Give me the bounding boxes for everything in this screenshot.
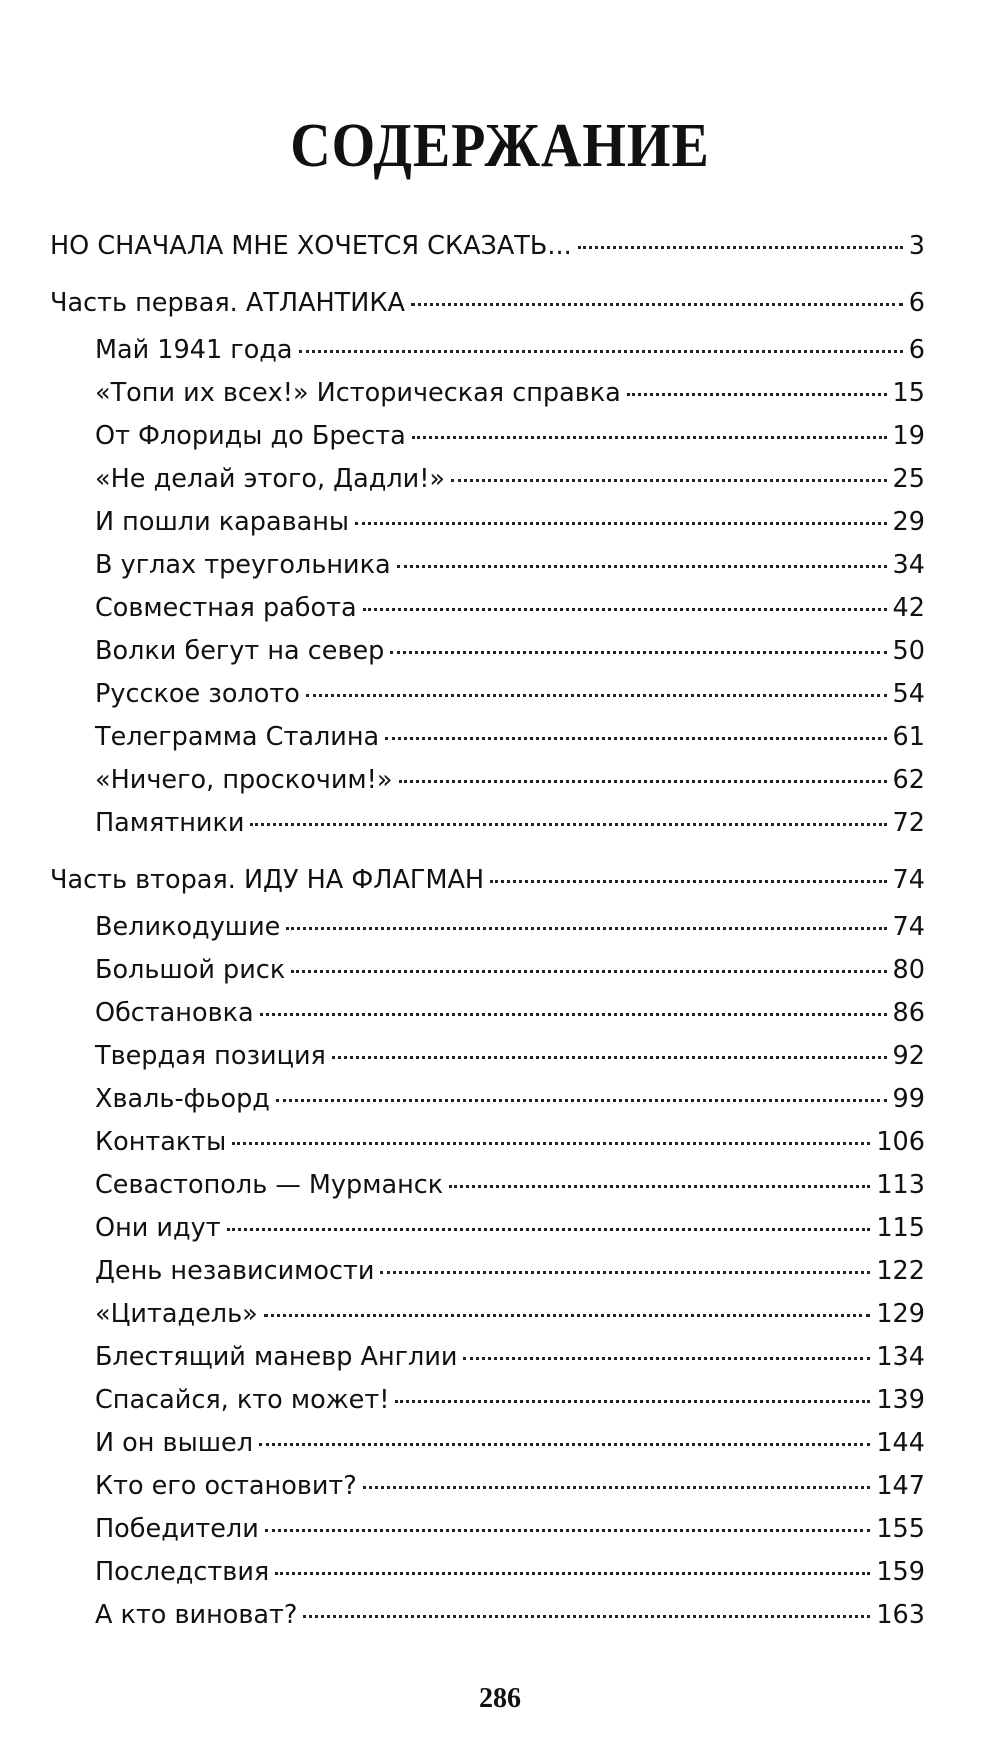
entry-title: Май 1941 года (95, 335, 293, 365)
entry-page-number: 86 (892, 998, 925, 1028)
dot-leader (449, 1185, 870, 1188)
entry-title: Севастополь — Мурманск (95, 1170, 444, 1200)
dot-leader (627, 393, 887, 396)
entry-title: Твердая позиция (95, 1041, 326, 1071)
entry-title: В углах треугольника (95, 550, 391, 580)
entry-title: Большой риск (95, 955, 286, 985)
toc-chapter-entry (50, 1508, 925, 1551)
entry-title: Обстановка (95, 998, 254, 1028)
entry-page-number: 50 (892, 636, 925, 666)
entry-title: «Цитадель» (95, 1299, 258, 1329)
dot-leader (412, 436, 887, 439)
entry-title: Телеграмма Сталина (95, 722, 380, 752)
toc-chapter-entry (50, 1164, 925, 1207)
dot-leader (355, 522, 886, 525)
entry-title: И пошли караваны (95, 507, 350, 537)
entry-title: А кто виноват? (95, 1600, 298, 1630)
entry-page-number: 15 (892, 378, 925, 408)
toc-section-entry (50, 282, 925, 325)
dot-leader (411, 303, 903, 306)
entry-title: «Не делай этого, Дадли!» (95, 464, 446, 494)
toc-chapter-entry (50, 1551, 925, 1594)
toc-chapter-entry (50, 329, 925, 372)
entry-page-number: 3 (908, 231, 925, 261)
dot-leader (380, 1271, 870, 1274)
toc-chapter-entry (50, 372, 925, 415)
entry-title: Русское золото (95, 679, 300, 709)
dot-leader (332, 1056, 887, 1059)
toc-chapter-entry (50, 1336, 925, 1379)
toc-chapter-entry (50, 949, 925, 992)
entry-title: Волки бегут на север (95, 636, 385, 666)
toc-chapter-entry (50, 1422, 925, 1465)
toc-chapter-entry (50, 630, 925, 673)
dot-leader (385, 737, 886, 740)
toc-section-entry (50, 859, 925, 902)
toc-chapter-entry (50, 458, 925, 501)
entry-title: Часть вторая. ИДУ НА ФЛАГМАН (50, 865, 485, 895)
entry-page-number: 144 (876, 1428, 925, 1458)
entry-page-number: 134 (876, 1342, 925, 1372)
entry-title: Великодушие (95, 912, 281, 942)
entry-page-number: 147 (876, 1471, 925, 1501)
toc-chapter-entry (50, 587, 925, 630)
entry-title: Спасайся, кто может! (95, 1385, 390, 1415)
dot-leader (232, 1142, 870, 1145)
entry-page-number: 139 (876, 1385, 925, 1415)
entry-title: Памятники (95, 808, 245, 838)
entry-page-number: 62 (892, 765, 925, 795)
toc-chapter-entry (50, 1293, 925, 1336)
dot-leader (303, 1615, 870, 1618)
dot-leader (490, 880, 886, 883)
toc-chapter-entry (50, 1250, 925, 1293)
entry-page-number: 72 (892, 808, 925, 838)
page-number: 286 (479, 1683, 521, 1714)
dot-leader (395, 1400, 870, 1403)
dot-leader (265, 1529, 871, 1532)
entry-page-number: 6 (908, 288, 925, 318)
entry-title: «Топи их всех!» Историческая справка (95, 378, 621, 408)
toc-chapter-entry (50, 673, 925, 716)
toc-chapter-entry (50, 1207, 925, 1250)
dot-leader (286, 927, 886, 930)
dot-leader (399, 780, 887, 783)
toc-chapter-entry (50, 415, 925, 458)
entry-page-number: 115 (876, 1213, 925, 1243)
entry-title: Последствия (95, 1557, 270, 1587)
entry-page-number: 155 (876, 1514, 925, 1544)
dot-leader (250, 823, 886, 826)
entry-page-number: 106 (876, 1127, 925, 1157)
toc-chapter-entry (50, 1078, 925, 1121)
dot-leader (390, 651, 886, 654)
table-of-contents (50, 225, 925, 1637)
dot-leader (276, 1099, 887, 1102)
entry-page-number: 122 (876, 1256, 925, 1286)
toc-section-entry (50, 225, 925, 268)
dot-leader (299, 350, 903, 353)
entry-page-number: 74 (892, 912, 925, 942)
entry-title: Совместная работа (95, 593, 357, 623)
toc-chapter-entry (50, 716, 925, 759)
entry-page-number: 42 (892, 593, 925, 623)
entry-page-number: 99 (892, 1084, 925, 1114)
entry-title: Контакты (95, 1127, 227, 1157)
dot-leader (363, 608, 887, 611)
toc-chapter-entry (50, 1465, 925, 1508)
entry-page-number: 34 (892, 550, 925, 580)
toc-chapter-entry (50, 759, 925, 802)
dot-leader (264, 1314, 871, 1317)
dot-leader (306, 694, 887, 697)
entry-page-number: 163 (876, 1600, 925, 1630)
entry-title: Победители (95, 1514, 259, 1544)
dot-leader (463, 1357, 870, 1360)
entry-page-number: 74 (892, 865, 925, 895)
dot-leader (291, 970, 886, 973)
toc-chapter-entry (50, 802, 925, 845)
page-title: СОДЕРЖАНИЕ (290, 110, 710, 181)
toc-chapter-entry (50, 544, 925, 587)
dot-leader (578, 246, 903, 249)
entry-title: НО СНАЧАЛА МНЕ ХОЧЕТСЯ СКАЗАТЬ... (50, 231, 572, 261)
entry-title: Блестящий маневр Англии (95, 1342, 458, 1372)
entry-page-number: 129 (876, 1299, 925, 1329)
toc-chapter-entry (50, 1035, 925, 1078)
entry-page-number: 113 (876, 1170, 925, 1200)
dot-leader (363, 1486, 871, 1489)
toc-chapter-entry (50, 501, 925, 544)
toc-chapter-entry (50, 1594, 925, 1637)
toc-chapter-entry (50, 1379, 925, 1422)
toc-chapter-entry (50, 906, 925, 949)
entry-page-number: 159 (876, 1557, 925, 1587)
entry-title: И он вышел (95, 1428, 254, 1458)
dot-leader (260, 1013, 887, 1016)
entry-page-number: 19 (892, 421, 925, 451)
dot-leader (227, 1228, 871, 1231)
entry-title: «Ничего, проскочим!» (95, 765, 393, 795)
dot-leader (259, 1443, 870, 1446)
entry-page-number: 92 (892, 1041, 925, 1071)
entry-page-number: 61 (892, 722, 925, 752)
entry-title: От Флориды до Бреста (95, 421, 406, 451)
entry-page-number: 80 (892, 955, 925, 985)
toc-chapter-entry (50, 1121, 925, 1164)
toc-chapter-entry (50, 992, 925, 1035)
entry-title: Хваль-фьорд (95, 1084, 270, 1114)
dot-leader (451, 479, 887, 482)
entry-page-number: 25 (892, 464, 925, 494)
entry-title: Кто его остановит? (95, 1471, 357, 1501)
entry-page-number: 29 (892, 507, 925, 537)
entry-title: День независимости (95, 1256, 375, 1286)
entry-page-number: 54 (892, 679, 925, 709)
entry-page-number: 6 (908, 335, 925, 365)
entry-title: Они идут (95, 1213, 221, 1243)
dot-leader (275, 1572, 870, 1575)
dot-leader (397, 565, 887, 568)
entry-title: Часть первая. АТЛАНТИКА (50, 288, 405, 318)
